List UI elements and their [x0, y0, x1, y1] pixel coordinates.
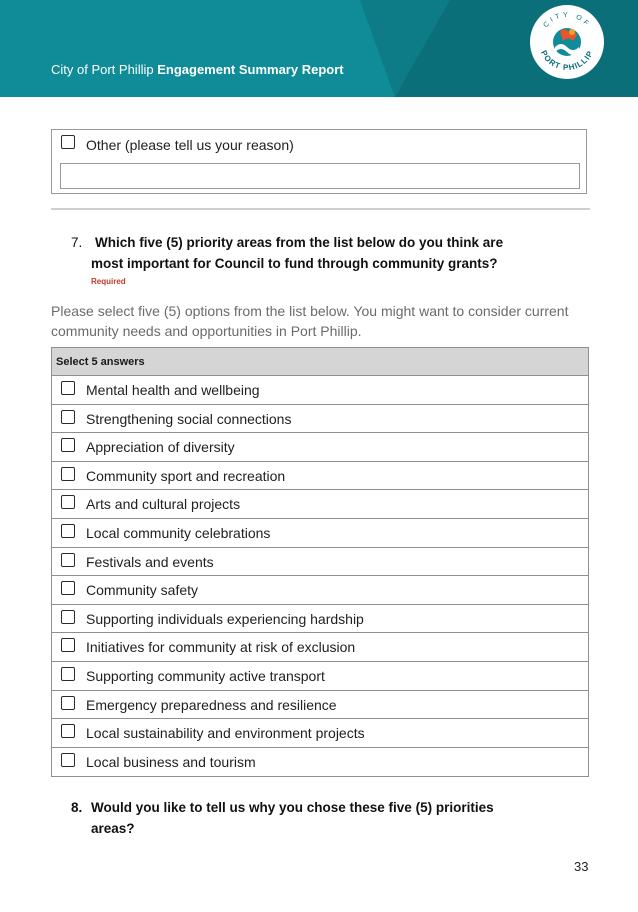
answer-label: Appreciation of diversity — [86, 439, 235, 456]
answer-checkbox[interactable] — [61, 381, 75, 395]
answer-checkbox[interactable] — [61, 696, 75, 710]
logo-top-text: CITY OF — [542, 11, 592, 30]
answer-checkbox[interactable] — [61, 438, 75, 452]
answer-row[interactable] — [52, 548, 588, 577]
answer-checkbox[interactable] — [61, 724, 75, 738]
report-header — [0, 0, 638, 97]
answer-checkbox[interactable] — [61, 553, 75, 567]
other-checkbox[interactable] — [61, 135, 75, 149]
answer-row[interactable] — [52, 490, 588, 519]
header-org: City of Port Phillip — [51, 62, 154, 77]
answer-label: Emergency preparedness and resilience — [86, 696, 337, 713]
answer-label: Community sport and recreation — [86, 467, 286, 484]
answer-checkbox[interactable] — [61, 524, 75, 538]
answer-label: Local business and tourism — [86, 753, 256, 770]
answer-row[interactable] — [52, 462, 588, 491]
answer-checkbox[interactable] — [61, 410, 75, 424]
answer-checkbox[interactable] — [61, 753, 75, 767]
answer-row[interactable] — [52, 576, 588, 605]
question-8-number: 8. — [71, 800, 83, 815]
answer-checkbox[interactable] — [61, 667, 75, 681]
answer-checkbox[interactable] — [61, 495, 75, 509]
answer-row[interactable] — [52, 376, 588, 405]
question-7-line1: Which five (5) priority areas from the list below do you think are — [95, 235, 504, 250]
answer-row[interactable] — [52, 605, 588, 634]
section-divider — [51, 208, 590, 210]
other-reason-input[interactable] — [60, 163, 580, 189]
answers-table — [51, 347, 589, 777]
answer-checkbox[interactable] — [61, 467, 75, 481]
answer-row[interactable] — [52, 405, 588, 434]
question-7-description: Please select five (5) options from the list below. You might want to consider current community needs and opportunities in Port Phillip. — [51, 303, 569, 339]
answer-label: Local community celebrations — [86, 524, 271, 541]
answer-label: Strengthening social connections — [86, 410, 292, 427]
answer-checkbox[interactable] — [61, 610, 75, 624]
question-8-line1: Would you like to tell us why you chose these five (5) priorities — [91, 800, 494, 815]
answer-row[interactable] — [52, 691, 588, 720]
page-number: 33 — [574, 859, 589, 874]
answer-row[interactable] — [52, 633, 588, 662]
answer-row[interactable] — [52, 433, 588, 462]
answer-row[interactable] — [52, 519, 588, 548]
answer-row[interactable] — [52, 719, 588, 748]
logo-emblem-icon — [530, 5, 604, 79]
header-title — [51, 62, 344, 77]
answers-header: Select 5 answers — [52, 348, 588, 376]
answer-label: Supporting individuals experiencing hardship — [86, 610, 364, 627]
required-label: Required — [91, 277, 126, 286]
answer-row[interactable] — [52, 662, 588, 691]
other-option-label: Other (please tell us your reason) — [86, 137, 294, 153]
logo-bottom-text: PORT PHILLIP — [538, 48, 596, 73]
answer-label: Mental health and wellbeing — [86, 382, 260, 398]
question-7-number: 7. — [71, 235, 83, 250]
answer-label: Community safety — [86, 582, 199, 599]
header-report-name: Engagement Summary Report — [157, 62, 344, 77]
answer-checkbox[interactable] — [61, 638, 75, 652]
answer-label: Festivals and events — [86, 553, 214, 570]
answer-label: Initiatives for community at risk of exclusion — [86, 639, 356, 656]
answer-row[interactable] — [52, 748, 588, 777]
answer-label: Supporting community active transport — [86, 667, 325, 684]
svg-text:CITY OF — [542, 12, 591, 29]
answer-checkbox[interactable] — [61, 581, 75, 595]
answer-label: Arts and cultural projects — [86, 496, 241, 513]
city-logo — [530, 5, 604, 79]
other-option-box — [51, 129, 587, 194]
question-8-line2: areas? — [91, 821, 135, 836]
answer-label: Local sustainability and environment projects — [86, 725, 365, 742]
question-7-line2: most important for Council to fund through community grants? — [91, 256, 498, 271]
